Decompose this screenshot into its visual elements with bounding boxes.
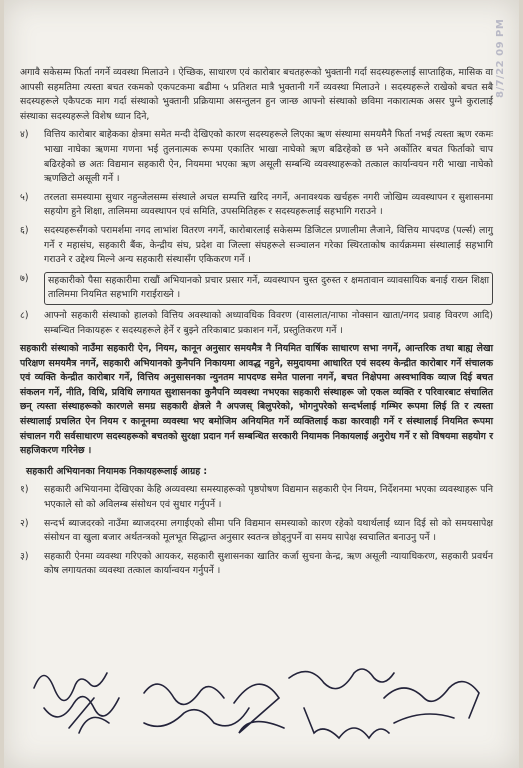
list-item-number: ४) [20, 129, 29, 141]
list-item-number: ५) [20, 191, 29, 203]
list-item-text: आफ्नो सहकारी संस्थाको हालको वित्तिय अवस्थाको अध्यावधिक विवरण (वासलात/नाफा नोक्सान खाता/नगद प्रवाह विवरण आदि) सम्बन्धित निकायहरू र सदस्यहरूले हेर्ने र बुझ्ने तरिकाबाट प्रकाशन गर्ने, प्रस्तुतिकरण गर्ने । [44, 309, 493, 336]
list-item [20, 272, 493, 305]
list-item-text: सहकारी अभियानमा देखिएका केहि अव्यवस्था समस्याहरूको पृष्ठपोषण विद्यमान सहकारी ऐन नियम, निर्देशनमा भएका व्यवस्थाहरू पनि भएकाले सो को अविलम्ब संसोधन एवं सुधार गर्नुपर्ने । [44, 484, 493, 511]
list-item-text: सदस्यहरूसँगको परामर्शमा नगद लाभांश वितरण नगर्ने, कारोबारलाई सकेसम्म डिजिटल प्रणालीमा लैजाने, वित्तिय मापदण्ड (पर्ल्स) लागु गर्ने र महासंघ, सहकारी बैंक, केन्द्रीय संघ, प्रदेश वा जिल्ला संघहरूले सञ्चालन गरेका स्थिरताकोष कार्यक्रममा संस्थालाई सहभागि गराउने र उद्देश्य मिल्ने अन्य सहकारी संस्थासँग एकिकरण गर्ने । [44, 224, 493, 266]
numbered-list [20, 128, 493, 338]
list-item [20, 483, 493, 512]
list-item-text: तरलता समस्यामा सुधार नहुन्जेलसम्म संस्थाले अचल सम्पत्ति खरिद नगर्ने, अनावश्यक खर्चहरू नगरी जोखिम व्यवस्थापन र सुशासनमा सहयोग हुने शिक्षा, तालिममा व्यवस्थापन एवं समिति, उपसमितिहरू र सदस्यहरूलाई सहभागि गराउने । [44, 191, 493, 218]
list-item-text: वित्तिय कारोबार बाहेकका क्षेत्रमा समेत मन्दी देखिएको कारण सदस्यहरूले लिएका ऋण संस्थामा समयमैनै फिर्ता नभई त्यस्ता ऋण रकमः भाखा नाघेका ऋणमा गणना भई तुलनात्मक रूपमा एकातिर भाखा नाघेको ऋण बढिरहेको छ भने अर्कोतिर बचत फिर्ताको चाप बढिरहेको छ अतः विद्यमान सहकारी ऐन, नियममा भएका ऋण असूली सम्बन्धि व्यवस्थाहरूको तत्काल कार्यान्वयन गरी भाखा नाघेको ऋणछिटो असूली गर्ने । [44, 129, 493, 185]
signature-scribbles [24, 648, 494, 763]
list-item-number: ७) [20, 272, 29, 284]
list-item [20, 128, 493, 186]
list-item-text: सन्दर्भ ब्याजदरको नाउँमा ब्याजदरमा लगाईएको सीमा पनि विद्यमान समस्याको कारण रहेको यथार्थलाई ध्यान दिई सो को समयसापेक्ष संसोधन वा खुला बजार अर्थतन्त्रको मूलभूत सिद्धान्त अनुसार स्वतन्त्र छोड्नुपर्ने वा समय सापेक्ष स्वचालित बनाउनु पर्ने । [44, 517, 493, 544]
list-item-number: १) [20, 484, 29, 496]
list-item-text: सहकारी ऐनमा व्यवस्था गरिएको आयकर, सहकारी सुशासनका खातिर कर्जा सुचना केन्द्र, ऋण असूली न्यायाधिकरण, सहकारी प्रवर्धन कोष लगायतका व्यवस्था तत्काल कार्यान्वयन गर्नुपर्ने । [44, 550, 493, 577]
document-body [20, 66, 493, 583]
list-item-number: ३) [20, 550, 29, 562]
list-item [20, 224, 493, 268]
list-item-text: सहकारीको पैसा सहकारीमा राखौं अभियानको प्रचार प्रसार गर्ने, व्यवस्थापन चुस्त दुरुस्त र क्षमतावान व्यावसायिक बनाई राख्न शिक्षा तालिममा नियमित सहभागि गराईराख्ने । [44, 272, 493, 305]
list-item-number: ८) [20, 309, 29, 321]
list-item-number: ६) [20, 224, 29, 236]
appeal-list [20, 483, 493, 579]
signatures [24, 648, 494, 763]
document-page [4, 0, 519, 768]
appeal-heading: सहकारी अभियानका नियामक निकायहरूलाई आग्रह : [26, 465, 208, 477]
date-stamp: 8/7/22 09 PM [495, 18, 506, 98]
intro-paragraph: अगावै सकेसम्म फिर्ता नगर्ने व्यवस्था मिलाउने । ऐच्छिक, साधारण एवं कारोबार बचतहरूको भुक्तानी गर्दा सदस्यहरूलाई साप्ताहिक, मासिक वा आपसी सहमतिमा त्यस्ता बचत रकमको एकपटकमा बढीमा ५ प्रतिशत मात्रै भुक्तानी गर्ने व्यवस्था मिलाउने । सदस्यहरूले राखेको बचत सबै सदस्यहरूले एकैपटक माग गर्दा संस्थाको भुक्तानी प्रक्रियामा असन्तुलन हुन जान्छ आफ्नो संस्थाको छविमा नकारात्मक असर पुग्ने कुरालाई संस्थाका सदस्यहरूले विशेष ध्यान दिने, [20, 67, 493, 122]
list-item [20, 191, 493, 220]
list-item [20, 550, 493, 579]
list-item-number: २) [20, 517, 29, 529]
main-paragraph: सहकारी संस्थाको नाउँमा सहकारी ऐन, नियम, कानून अनुसार समयमैत्र नै नियमित वार्षिक साधारण सभा नगर्ने, आन्तरिक तथा बाह्य लेखा परिक्षण समयमैत्र नगर्ने, सहकारी अभियानको कुनैपनि निकायमा आवद्ध नहुने, समुदायमा आधारित एवं सदस्य केन्द्रीत कारोबार गर्ने संचालक एवं व्यक्ति केन्द्रीत कारोबार गर्ने, वित्तिय अनुसासनका न्युनतम मापदण्ड समेत पालना नगर्ने, बचत निक्षेपमा अस्वभाविक व्याज दिई बचत संकलन गर्ने, नीति, विधि, प्रविधि लगायत सुशासनका कुनैपनि व्यवस्था नभएका सहकारी संस्थाहरू जो एकल व्यक्ति र परिवारबाट संचालित छन् त्यस्ता संस्थाहरूको कारणले समग्र सहकारी क्षेत्रले नै अपजस् बिलुपरेको, भोगनुपरेको सन्दर्भलाई गम्भिर रूपमा लिई ति र त्यस्ता संस्थालाई प्रचलित ऐन नियम र कानूनमा व्यवस्था भए बमोजिम अनियमित गर्ने व्यक्तिलाई कडा कारवाही गर्ने र संस्थालाई नियमित रूपमा संचालन गरी सर्वसाधारण सदस्यहरूको बचतको सुरक्षा प्रदान गर्न सम्बन्धित सरकारी नियामक निकायलाई अनुरोध गर्ने र सो विषयमा सहयोग र सहजिकरण गरिनेछ । [20, 343, 493, 457]
list-item [20, 517, 493, 546]
list-item [20, 309, 493, 338]
